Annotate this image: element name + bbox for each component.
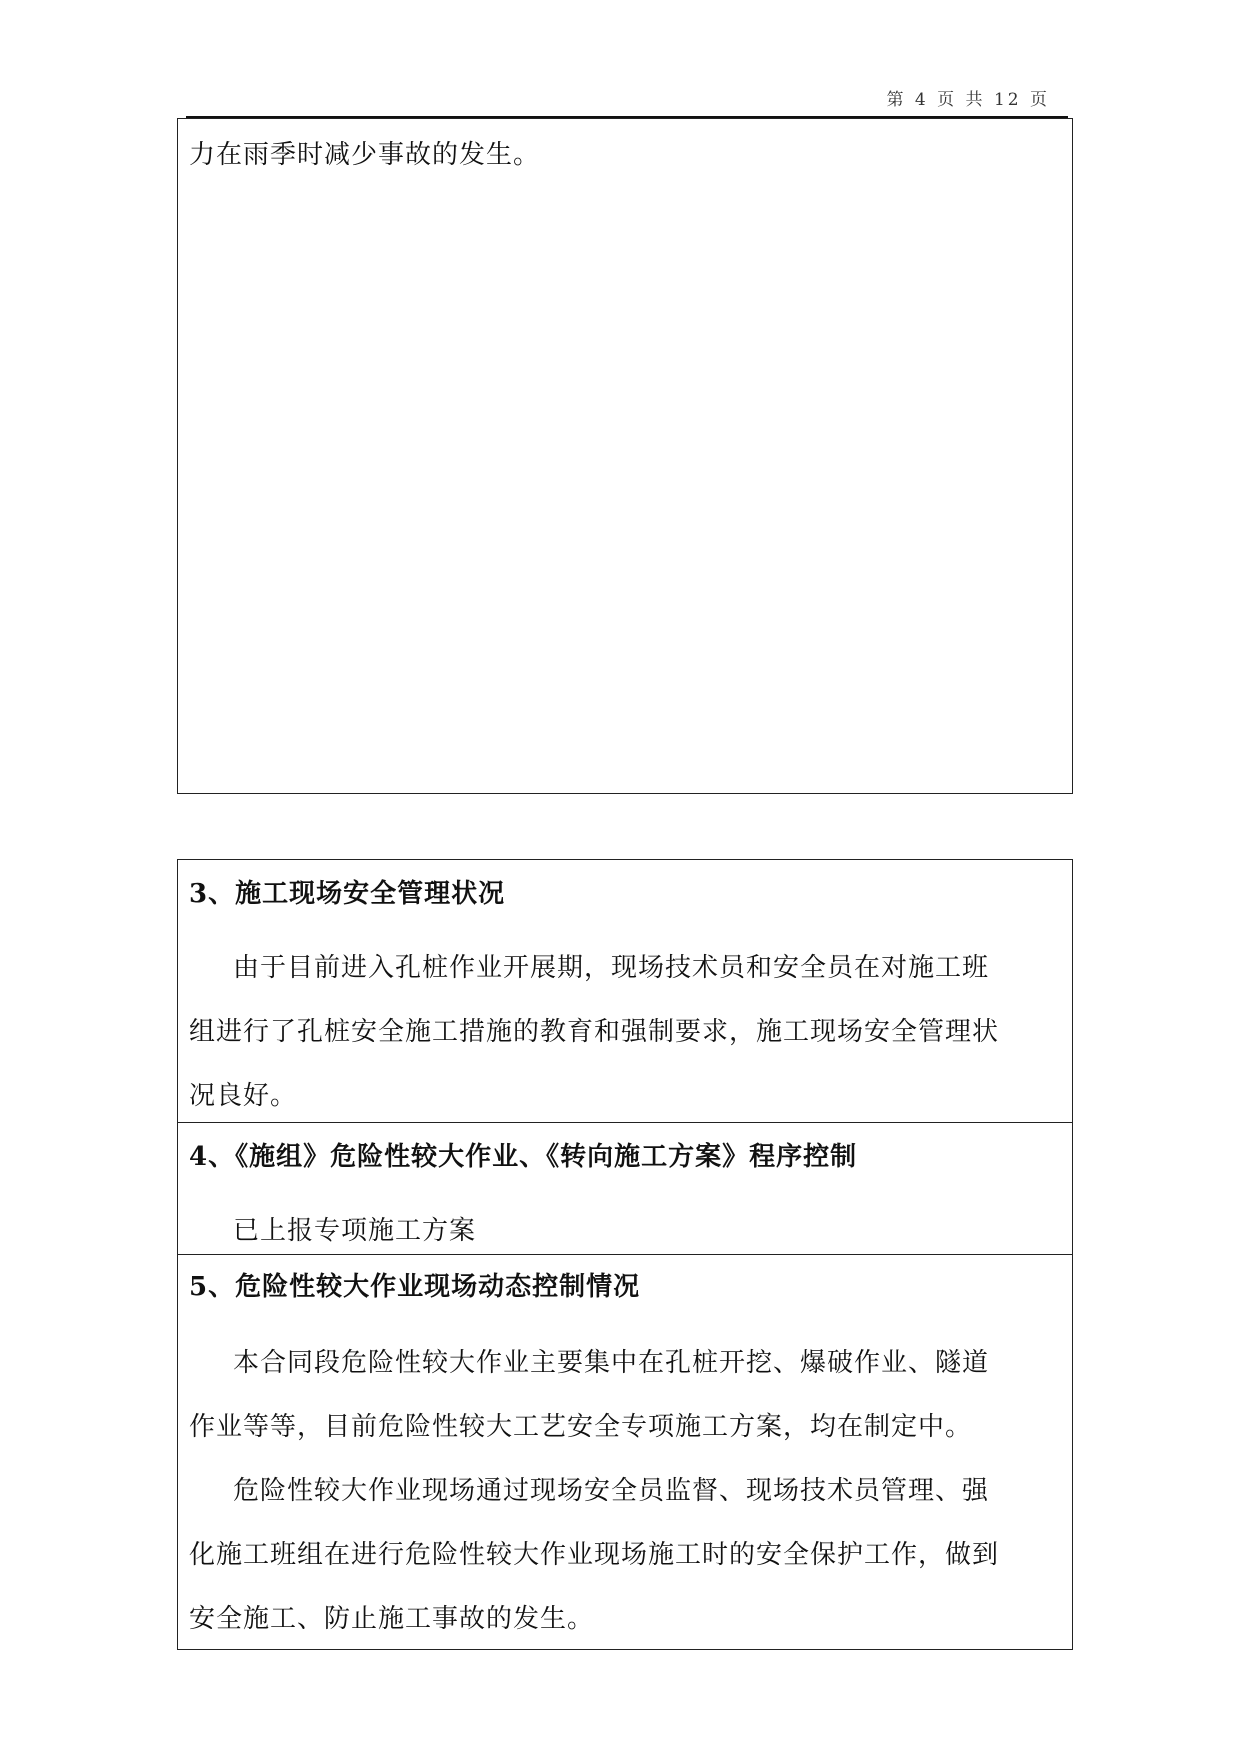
paragraph-line: 已上报专项施工方案 xyxy=(233,1216,477,1246)
paragraph-line: 危险性较大作业现场通过现场安全员监督、现场技术员管理、强 xyxy=(233,1476,990,1506)
paragraph-line: 化施工班组在进行危险性较大作业现场施工时的安全保护工作，做到 xyxy=(189,1540,1000,1570)
section-site-safety-management xyxy=(178,860,1072,1123)
section-body xyxy=(189,1199,1059,1263)
paragraph-line: 本合同段危险性较大作业主要集中在孔桩开挖、爆破作业、隧道 xyxy=(233,1348,990,1378)
paragraph-line: 作业等等，目前危险性较大工艺安全专项施工方案，均在制定中。 xyxy=(189,1412,973,1442)
paragraph-line: 由于目前进入孔桩作业开展期，现场技术员和安全员在对施工班 xyxy=(233,953,990,983)
report-table xyxy=(177,859,1073,1650)
page-number: 第 4 页 共 12 页 xyxy=(886,90,1050,110)
section-title: 3、施工现场安全管理状况 xyxy=(189,879,506,909)
section-title: 5、危险性较大作业现场动态控制情况 xyxy=(189,1272,641,1302)
section-dynamic-control xyxy=(178,1255,1072,1650)
section-body xyxy=(189,1331,1059,1651)
continuation-box xyxy=(177,118,1073,794)
section-title: 4、《施组》危险性较大作业、《转向施工方案》程序控制 xyxy=(189,1142,858,1172)
paragraph-line: 组进行了孔桩安全施工措施的教育和强制要求，施工现场安全管理状 xyxy=(189,1017,1000,1047)
paragraph-line: 安全施工、防止施工事故的发生。 xyxy=(189,1604,595,1634)
continuation-text: 力在雨季时减少事故的发生。 xyxy=(189,140,541,170)
section-body xyxy=(189,936,1059,1128)
paragraph-line: 况良好。 xyxy=(189,1081,298,1111)
section-procedure-control xyxy=(178,1123,1072,1255)
page-header xyxy=(186,88,1068,118)
